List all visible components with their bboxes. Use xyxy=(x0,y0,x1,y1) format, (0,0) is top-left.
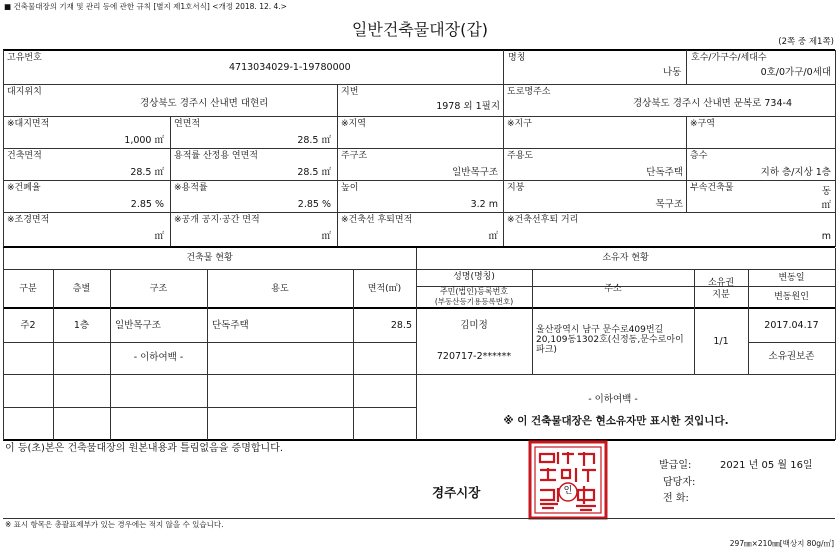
roof-label: 지붕 xyxy=(507,183,525,193)
annex-area-unit: ㎡ xyxy=(821,200,831,211)
building-area-label: 건축면적 xyxy=(7,151,42,161)
road-address-value: 경상북도 경주시 산내면 문복로 734-4 xyxy=(633,98,792,109)
row1-type: 주2 xyxy=(20,320,36,331)
open-space-unit: ㎡ xyxy=(321,231,331,242)
building-below-blank: - 이하여백 - xyxy=(133,352,184,363)
owner-change-date: 2017.04.17 xyxy=(764,320,819,331)
annex-label: 부속건축물 xyxy=(690,183,734,193)
height-value: 3.2 m xyxy=(470,199,498,210)
col-floor-header: 층별 xyxy=(72,284,91,294)
unique-no-label: 고유번호 xyxy=(7,53,42,63)
landscape-unit: ㎡ xyxy=(154,231,164,242)
owner-address: 울산광역시 남구 문수로409번길 20,109동1302호(신정동,문수로아이파크) xyxy=(536,325,684,355)
setback-area-label: ※건축선 후퇴면적 xyxy=(341,215,413,225)
unit-value: 0호/0가구/0세대 xyxy=(760,67,831,78)
owner-below-blank: - 이하여백 - xyxy=(588,394,638,405)
legal-note: ■ 건축물대장의 기재 및 관리 등에 관한 규칙 [별지 제1호서식] <개정 2018. 12. 4.> xyxy=(4,2,287,11)
far-label: ※용적률 xyxy=(174,183,208,193)
building-area-value: 28.5 ㎡ xyxy=(130,167,164,178)
site-area-label: ※대지면적 xyxy=(7,119,50,129)
col-area-header: 면적(㎡) xyxy=(367,284,402,294)
setback-area-unit: ㎡ xyxy=(488,231,498,242)
landscape-label: ※조경면적 xyxy=(7,215,50,225)
row1-floor: 1층 xyxy=(73,320,90,331)
unique-no-value: 4713034029-1-19780000 xyxy=(229,62,351,73)
main-use-value: 단독주택 xyxy=(646,167,683,178)
issue-date-value: 2021 년 05 월 16일 xyxy=(720,460,813,471)
issue-date-label: 발급일: xyxy=(659,460,692,471)
total-area-value: 28.5 ㎡ xyxy=(297,135,331,146)
col-owner-id-sub-header: (부동산등기용등록번호) xyxy=(434,297,514,306)
structure-value: 일반목구조 xyxy=(452,167,498,178)
zone-label: ※지역 xyxy=(341,119,366,129)
col-structure-header: 구조 xyxy=(149,284,168,294)
building-status-title: 건축물 현황 xyxy=(186,253,233,263)
row1-use: 단독주택 xyxy=(212,320,249,331)
owner-share: 1/1 xyxy=(713,336,729,347)
bottom-note: ※ 표시 항목은 총괄표제부가 있는 경우에는 적지 않을 수 있습니다. xyxy=(5,520,224,529)
col-type-header: 구분 xyxy=(19,284,37,294)
phone-label: 전 화: xyxy=(663,493,689,504)
paper-size: 297㎜×210㎜[백상지 80g/㎡] xyxy=(729,539,834,548)
official-seal xyxy=(528,440,608,520)
far-area-value: 28.5 ㎡ xyxy=(297,167,331,178)
name-label: 명칭 xyxy=(508,53,526,63)
issuer-name: 경주시장 xyxy=(432,485,481,500)
floors-value: 지하 층/지상 1층 xyxy=(760,167,831,178)
main-use-label: 주용도 xyxy=(507,151,534,161)
officer-label: 담당자: xyxy=(663,477,696,488)
col-use-header: 용도 xyxy=(271,284,289,294)
certification-text: 이 등(초)본은 건축물대장의 원본내용과 틀림없음을 증명합니다. xyxy=(5,443,284,454)
far-area-label: 용적률 산정용 연면적 xyxy=(174,151,258,161)
total-area-label: 연면적 xyxy=(174,119,201,129)
lot-label: 지번 xyxy=(341,87,359,97)
area-designation-label: ※구역 xyxy=(690,119,715,129)
annex-count-unit: 동 xyxy=(821,186,831,197)
far-value: 2.85 % xyxy=(297,199,331,210)
row1-area: 28.5 xyxy=(390,320,412,331)
road-address-label: 도로명주소 xyxy=(507,87,551,97)
location-value: 경상북도 경주시 산내면 대현리 xyxy=(140,98,269,109)
setback-distance-label: ※건축선후퇴 거리 xyxy=(507,215,579,225)
lot-value: 1978 외 1필지 xyxy=(436,101,500,112)
open-space-label: ※공개 공지·공간 면적 xyxy=(174,215,260,225)
bcr-label: ※건폐율 xyxy=(7,183,41,193)
structure-label: 주구조 xyxy=(341,151,368,161)
col-share-header: 소유권 xyxy=(707,278,735,288)
col-owner-name-header: 성명(명칭) xyxy=(453,272,495,282)
seal-center-text: 인 xyxy=(563,486,573,496)
floors-label: 층수 xyxy=(690,151,708,161)
height-label: 높이 xyxy=(341,183,359,193)
owner-name: 김미정 xyxy=(460,320,488,331)
site-area-value: 1,000 ㎡ xyxy=(124,135,164,146)
name-value: 나동 xyxy=(663,67,682,78)
owner-id: 720717-2****** xyxy=(436,351,512,362)
row1-structure: 일반목구조 xyxy=(115,320,161,331)
unit-label: 호수/가구수/세대수 xyxy=(691,53,767,63)
owner-change-reason: 소유권보존 xyxy=(768,351,815,362)
col-address-header: 주소 xyxy=(604,284,622,294)
district-label: ※지구 xyxy=(507,119,532,129)
col-change-date-header: 변동일 xyxy=(778,273,805,283)
roof-value: 목구조 xyxy=(655,199,683,210)
col-owner-id-header: 주민(법인)등록번호 xyxy=(439,287,509,296)
location-label: 대지위치 xyxy=(7,87,42,97)
owner-status-title: 소유자 현황 xyxy=(602,253,649,263)
bcr-value: 2.85 % xyxy=(130,199,164,210)
owner-note: ※ 이 건축물대장은 현소유자만 표시한 것입니다. xyxy=(503,415,729,427)
page-info: (2쪽 중 제1쪽) xyxy=(778,37,834,47)
col-change-reason-header: 변동원인 xyxy=(774,292,809,302)
document-title: 일반건축물대장(갑) xyxy=(351,20,489,39)
col-share-sub-header: 지분 xyxy=(712,290,730,300)
setback-distance-unit: m xyxy=(821,231,831,242)
